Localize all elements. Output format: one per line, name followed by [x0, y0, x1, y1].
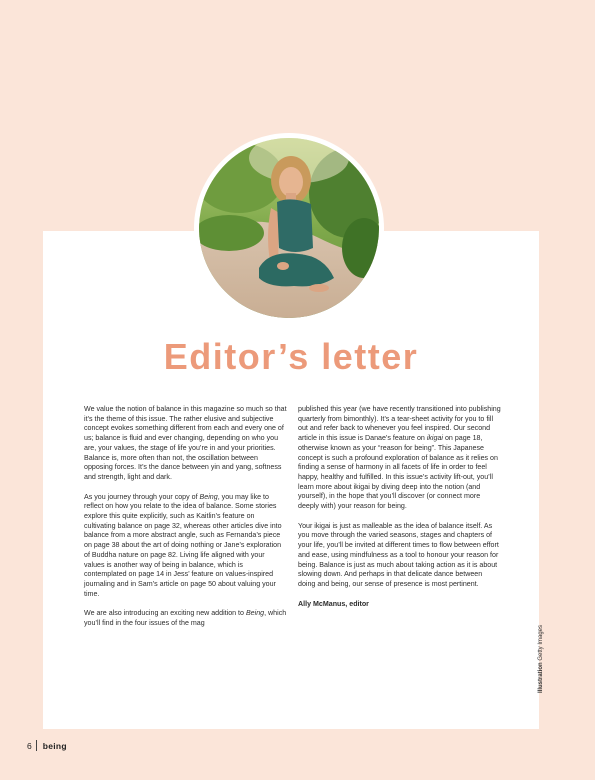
magazine-name: being — [42, 740, 67, 751]
letter-column-left — [84, 405, 287, 639]
paragraph-text: We are also introducing an exciting new addition to — [84, 609, 246, 618]
credit-label: Illustration — [538, 662, 544, 693]
body-paragraph — [84, 405, 287, 483]
paragraph-text: on page 18, otherwise known as your “reason for being”. This Japanese concept is such a profound exploration of balance as it relies on finding a sense of harmony in all facets of life in order to feel happy, healthy and fulfilled. In this issue’s activity lift-out, you’ll learn more about ikigai by diving deep into the notion (and yourself), in the hope that you’ll discover (or connect more deeply with) your reason for being. — [298, 434, 498, 511]
footer-divider — [36, 740, 37, 751]
image-credit — [538, 625, 544, 693]
paragraph-text: We value the notion of balance in this magazine so much so that it’s the theme of this issue. The rather elusive and subjective concept evokes something different from each and every one of us; balance is fluid and ever changing, depending on who you are, your values, the stage of life you’re in and your priorities. Balance is, more often than not, the oscillation between opposing forces. It’s the dance between yin and yang, softness and strength, light and dark. — [84, 405, 287, 481]
page-footer — [27, 740, 67, 751]
portrait-illustration — [199, 138, 379, 318]
body-paragraph — [298, 405, 501, 512]
paragraph-text: , which you’ll find in the four issues of the mag — [84, 609, 287, 628]
paragraph-text: Your ikigai is just as malleable as the idea of balance itself. As you move through the varied seasons, stages and chapters of your life, you’ll be invited at different times to flow between effort and ease, using mindfulness as a tool to honour your reason for being. Balance is just as much about taking action as it is about slowing down. And perhaps in that delicate dance between doing and being, our sense of presence is most pertinent. — [298, 521, 499, 588]
paragraph-text: published this year (we have recently transitioned into publishing quarterly from bimonthly). It’s a tear-sheet activity for you to fill out and refer back to whenever you feel inspired. Our second article in this issue is Danae’s feature on — [298, 405, 501, 443]
emphasis-text: ikigai — [426, 434, 443, 443]
paragraph-text: , you may like to reflect on how you relate to the idea of balance. Some stories explore this quite explicitly, such as Kaitlin’s feature on cultivating balance on page 32, whereas other articles dive into balance from a more abstract angle, such as Fernanda’s piece on page 38 about the art of doing nothing or Jane’s exploration of Buddha nature on page 82. Living life aligned with your values is another way of being in balance, which is contemplated on page 14 in Jess’ feature on values-inspired journaling and in Sam’s article on page 50 about valuing your time. — [84, 492, 282, 598]
emphasis-text: Being — [245, 609, 265, 618]
letter-column-right — [298, 405, 501, 619]
editor-portrait-photo — [199, 138, 379, 318]
body-paragraph — [84, 609, 287, 628]
paragraph-text: As you journey through your copy of — [84, 492, 200, 501]
emphasis-text: Being — [199, 492, 218, 501]
page-number: 6 — [27, 740, 32, 751]
body-paragraph — [298, 522, 501, 590]
credit-value: Getty Images — [538, 624, 544, 663]
body-paragraph — [84, 493, 287, 600]
editor-signature: Ally McManus, editor — [298, 599, 369, 608]
page-title: Editor’s letter — [163, 336, 419, 377]
